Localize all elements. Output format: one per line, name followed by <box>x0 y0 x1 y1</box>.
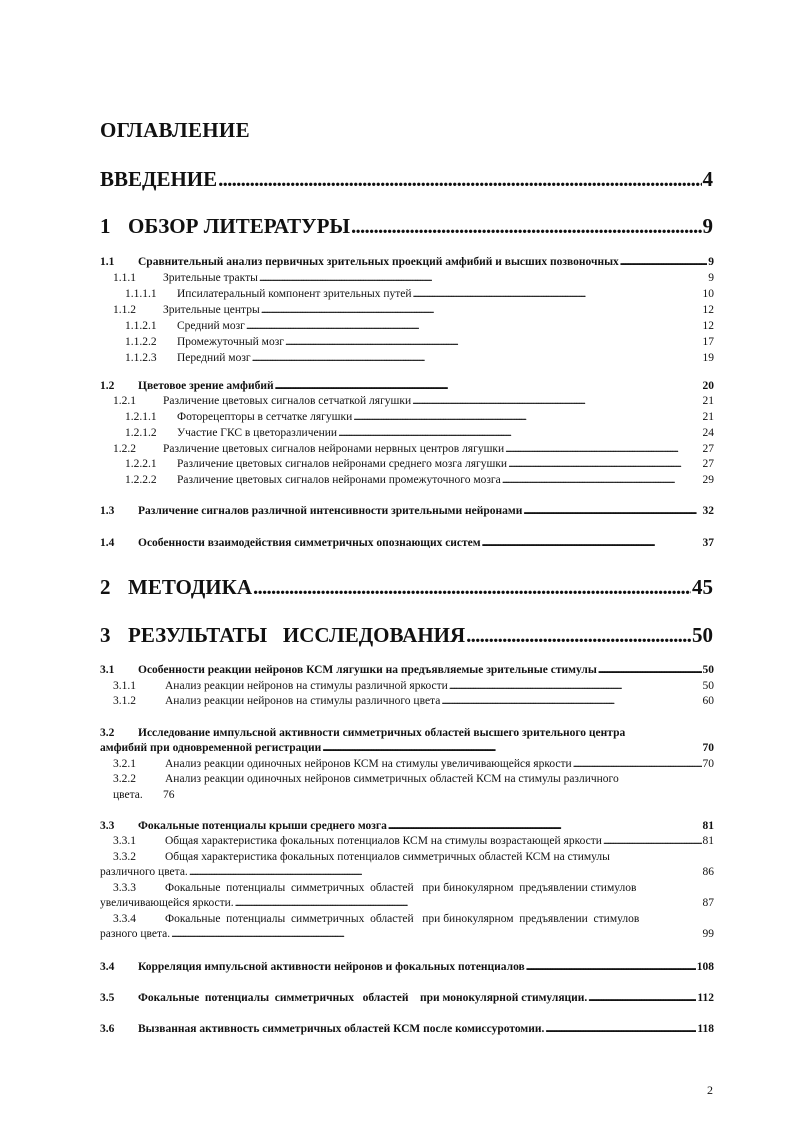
leader-dots <box>523 505 701 517</box>
toc-entry-3-3-1 <box>0 835 793 851</box>
leader-dots <box>235 897 702 909</box>
entry-title: Сравнительный анализ первичных зрительных проекций амфибий и высших позвоночных <box>138 256 619 268</box>
toc-entry-3-6 <box>0 1023 793 1039</box>
leader-dots <box>482 537 702 549</box>
entry-title: Зрительные центры <box>163 304 260 316</box>
leader-dots <box>275 380 702 392</box>
leader-dots <box>588 992 696 1004</box>
entry-title: Анализ реакции одиночных нейронов КСМ на стимулы увеличивающейся яркости <box>165 758 572 770</box>
entry-title: Корреляция импульсной активности нейронов и фокальных потенциалов <box>138 961 525 973</box>
entry-page: 21 <box>702 395 714 407</box>
entry-title: Анализ реакции нейронов на стимулы различного цвета <box>165 695 441 707</box>
entry-number: 3 <box>100 623 111 647</box>
entry-page: 50 <box>702 680 714 692</box>
entry-page: 45 <box>692 575 713 599</box>
toc-entry-1-1 <box>0 256 793 272</box>
entry-title: разного цвета. <box>100 928 171 940</box>
entry-number: 1.2 <box>100 380 115 392</box>
leader-dots <box>441 695 701 707</box>
toc-entry-3-3-2-number: 3.3.2 <box>113 851 136 863</box>
toc-entry-1-2-2 <box>0 443 793 459</box>
entry-title: Особенности взаимодействия симметричных опознающих систем <box>138 537 481 549</box>
toc-entry-1-1-2-1 <box>0 320 793 336</box>
entry-number: 3.1.2 <box>113 695 136 707</box>
toc-entry-chapter-3 <box>0 623 793 653</box>
toc-entry-3-3-3-number: 3.3.3 <box>113 882 136 894</box>
entry-page: 27 <box>702 458 714 470</box>
leader-dots <box>246 320 702 332</box>
entry-number: 1.2.1 <box>113 395 136 407</box>
entry-title: увеличивающейся яркости. <box>100 897 234 909</box>
entry-page: 50 <box>702 664 714 676</box>
toc-entry-3-3-3-title-line-1: Фокальные потенциалы симметричных областей при бинокулярном предъявлении стимулов <box>165 882 637 894</box>
entry-page: 108 <box>696 961 714 973</box>
leader-dots <box>285 336 702 348</box>
entry-page: 118 <box>697 1023 714 1035</box>
leader-dots <box>449 680 702 692</box>
leader-dots <box>259 272 707 284</box>
toc-entry-1-2-1 <box>0 395 793 411</box>
toc-entry-3-1-2 <box>0 695 793 711</box>
entry-number: 1.1.2.3 <box>125 352 157 364</box>
toc-entry-3-3-3 <box>0 897 793 913</box>
entry-title: Различение цветовых сигналов нейронами среднего мозга лягушки <box>177 458 508 470</box>
entry-page: 50 <box>692 623 713 647</box>
entry-page: 21 <box>702 411 714 423</box>
toc-entry-1-2-2-1 <box>0 458 793 474</box>
toc-entry-1-2-1-2 <box>0 427 793 443</box>
entry-page: 9 <box>708 256 714 268</box>
entry-page: 4 <box>702 167 713 191</box>
leader-dots <box>598 664 702 676</box>
toc-entry-3-1-1 <box>0 680 793 696</box>
leader-dots <box>526 961 696 973</box>
entry-number: 1.2.2 <box>113 443 136 455</box>
entry-number: 3.4 <box>100 961 115 973</box>
entry-page: 87 <box>702 897 714 909</box>
entry-page: 37 <box>702 537 714 549</box>
entry-number: 1 <box>100 214 111 238</box>
entry-page: 24 <box>702 427 714 439</box>
entry-number: 1.1.2.1 <box>125 320 157 332</box>
entry-page: 27 <box>702 443 714 455</box>
toc-entry-3-3 <box>0 820 793 836</box>
entry-number: 3.3 <box>100 820 115 832</box>
entry-page: 9 <box>702 214 713 238</box>
entry-number: 3.2.1 <box>113 758 136 770</box>
entry-page: 29 <box>702 474 714 486</box>
toc-entry-1-4 <box>0 537 793 553</box>
toc-entry-1-1-2 <box>0 304 793 320</box>
entry-title: Различение цветовых сигналов нейронами промежуточного мозга <box>177 474 501 486</box>
entry-title: Фоторецепторы в сетчатке лягушки <box>177 411 353 423</box>
entry-number: 1.3 <box>100 505 115 517</box>
entry-title: Промежуточный мозг <box>177 336 284 348</box>
entry-title: ОБЗОР ЛИТЕРАТУРЫ <box>128 214 351 238</box>
entry-page: 19 <box>702 352 714 364</box>
entry-page: 60 <box>702 695 714 707</box>
entry-number: 1.2.2.2 <box>125 474 157 486</box>
entry-page: 17 <box>702 336 714 348</box>
toc-entry-1-1-1-1 <box>0 288 793 304</box>
entry-number: 1.1.2.2 <box>125 336 157 348</box>
entry-number: 1.2.1.1 <box>125 411 157 423</box>
entry-number: 1.1.1.1 <box>125 288 157 300</box>
entry-page: 10 <box>702 288 714 300</box>
leader-dots <box>603 835 702 847</box>
leader-dots <box>388 820 702 832</box>
leader-dots <box>171 928 701 940</box>
toc-entry-3-1 <box>0 664 793 680</box>
entry-title: Фокальные потенциалы симметричных областей при монокулярной стимуляции. <box>138 992 588 1004</box>
entry-page: 99 <box>702 928 714 940</box>
page-number: 2 <box>707 1083 713 1097</box>
leader-dots <box>338 427 701 439</box>
entry-number: 3.5 <box>100 992 115 1004</box>
entry-number: 2 <box>100 575 111 599</box>
entry-title: Вызванная активность симметричных областей КСМ после комиссуротомии. <box>138 1023 545 1035</box>
entry-title: РЕЗУЛЬТАТЫ ИССЛЕДОВАНИЯ <box>128 623 466 647</box>
entry-title: Различение цветовых сигналов нейронами нервных центров лягушки <box>163 443 505 455</box>
entry-page: 70 <box>702 742 714 754</box>
toc-entry-chapter-2 <box>0 575 793 605</box>
entry-title: Зрительные тракты <box>163 272 258 284</box>
leader-dots <box>252 352 702 364</box>
toc-entry-introduction <box>0 167 793 197</box>
entry-number: 1.4 <box>100 537 115 549</box>
leader-dots <box>413 288 702 300</box>
entry-number: 3.6 <box>100 1023 115 1035</box>
toc-entry-3-2-2-page: 76 <box>163 789 175 801</box>
entry-title: Общая характеристика фокальных потенциалов КСМ на стимулы возрастающей яркости <box>165 835 602 847</box>
entry-number: 3.3.1 <box>113 835 136 847</box>
entry-title: ВВЕДЕНИЕ <box>100 167 218 191</box>
entry-title: Ипсилатеральный компонент зрительных путей <box>177 288 412 300</box>
toc-entry-1-2-2-2 <box>0 474 793 490</box>
entry-title: Различение сигналов различной интенсивности зрительными нейронами <box>138 505 523 517</box>
entry-page: 12 <box>702 304 714 316</box>
leader-dots <box>573 758 702 770</box>
entry-title: Фокальные потенциалы крыши среднего мозга <box>138 820 387 832</box>
toc-entry-3-3-4-number: 3.3.4 <box>113 913 136 925</box>
entry-title: Анализ реакции нейронов на стимулы различной яркости <box>165 680 448 692</box>
entry-page: 70 <box>702 758 714 770</box>
toc-entry-1-1-1 <box>0 272 793 288</box>
entry-number: 1.2.1.2 <box>125 427 157 439</box>
entry-page: 9 <box>708 272 714 284</box>
entry-page: 81 <box>702 835 714 847</box>
leader-dots <box>253 575 691 600</box>
leader-dots <box>322 742 701 754</box>
leader-dots <box>505 443 701 455</box>
toc-entry-3-3-2 <box>0 866 793 882</box>
leader-dots <box>218 167 701 192</box>
entry-title: Средний мозг <box>177 320 245 332</box>
toc-entry-3-2-title-line-1: Исследование импульсной активности симметричных областей высшего зрительного центра <box>138 727 626 739</box>
toc-entry-1-2 <box>0 380 793 396</box>
entry-title: Различение цветовых сигналов сетчаткой лягушки <box>163 395 412 407</box>
toc-entry-1-3 <box>0 505 793 521</box>
leader-dots <box>261 304 702 316</box>
toc-entry-3-3-2-title-line-1: Общая характеристика фокальных потенциалов симметричных областей КСМ на стимулы <box>165 851 610 863</box>
entry-page: 20 <box>702 380 714 392</box>
toc-entry-1-1-2-3 <box>0 352 793 368</box>
entry-number: 1.1.2 <box>113 304 136 316</box>
entry-title: амфибий при одновременной регистрации <box>100 742 322 754</box>
entry-number: 1.2.2.1 <box>125 458 157 470</box>
leader-dots <box>353 411 701 423</box>
entry-page: 112 <box>697 992 714 1004</box>
entry-page: 32 <box>702 505 714 517</box>
leader-dots <box>351 214 701 239</box>
leader-dots <box>620 256 707 268</box>
toc-entry-chapter-1 <box>0 214 793 244</box>
entry-title: различного цвета. <box>100 866 188 878</box>
entry-page: 81 <box>702 820 714 832</box>
leader-dots <box>545 1023 696 1035</box>
toc-entry-3-2-1 <box>0 758 793 774</box>
entry-title: МЕТОДИКА <box>128 575 253 599</box>
entry-number: 1.1 <box>100 256 115 268</box>
toc-entry-3-3-4-title-line-1: Фокальные потенциалы симметричных областей при бинокулярном предъявлении стимулов <box>165 913 640 925</box>
entry-number: 3.1.1 <box>113 680 136 692</box>
entry-title: Участие ГКС в цветоразличении <box>177 427 338 439</box>
toc-entry-3-2-2-title-line-1: Анализ реакции одиночных нейронов симметричных областей КСМ на стимулы различного <box>165 773 619 785</box>
toc-heading: ОГЛАВЛЕНИЕ <box>100 118 250 142</box>
entry-title: Цветовое зрение амфибий <box>138 380 274 392</box>
leader-dots <box>502 474 702 486</box>
entry-number: 3.1 <box>100 664 115 676</box>
leader-dots <box>508 458 701 470</box>
toc-entry-3-3-4 <box>0 928 793 944</box>
entry-title: Передний мозг <box>177 352 251 364</box>
toc-entry-3-4 <box>0 961 793 977</box>
leader-dots <box>466 623 691 648</box>
entry-page: 12 <box>702 320 714 332</box>
entry-number: 1.1.1 <box>113 272 136 284</box>
toc-entry-3-2-2-title-line-2: цвета. <box>113 789 143 801</box>
leader-dots <box>189 866 702 878</box>
toc-entry-1-2-1-1 <box>0 411 793 427</box>
toc-entry-1-1-2-2 <box>0 336 793 352</box>
entry-page: 86 <box>702 866 714 878</box>
toc-entry-3-2-2-number: 3.2.2 <box>113 773 136 785</box>
leader-dots <box>412 395 701 407</box>
toc-entry-3-2-number: 3.2 <box>100 727 115 739</box>
toc-entry-3-2 <box>0 742 793 758</box>
toc-entry-3-5 <box>0 992 793 1008</box>
entry-title: Особенности реакции нейронов КСМ лягушки на предъявляемые зрительные стимулы <box>138 664 597 676</box>
